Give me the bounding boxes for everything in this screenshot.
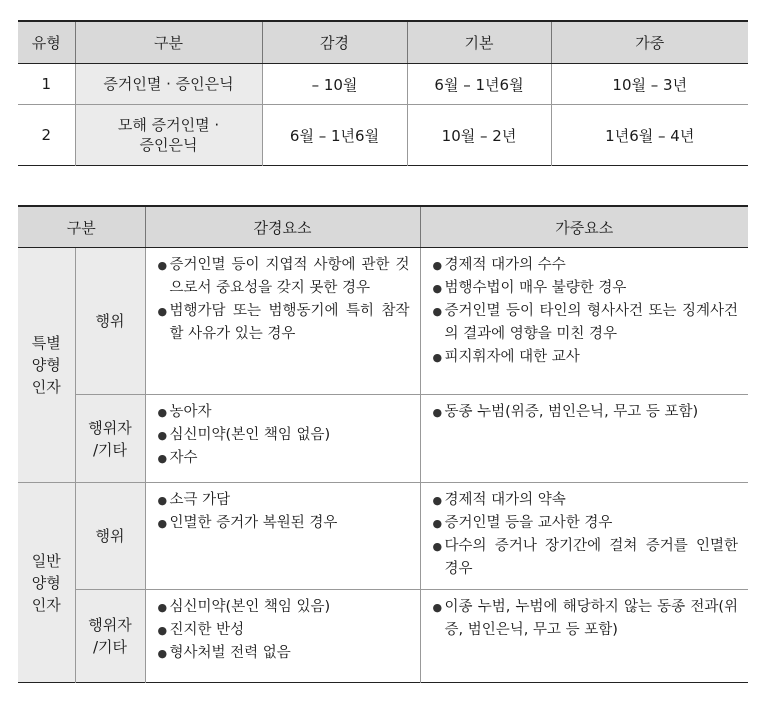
list-item-text: 심신미약(본인 책임 있음): [169, 599, 331, 615]
factor-subcategory-label-line: 행위: [95, 527, 125, 545]
list-item-text: 소극 가담: [169, 492, 231, 508]
bullet-icon: ●: [157, 647, 168, 660]
bullet-icon: ●: [432, 351, 443, 364]
sentencing-range-table: [18, 20, 748, 166]
type-cell: 2: [18, 105, 75, 166]
list-item-text: 자수: [169, 450, 198, 466]
table-row: [18, 64, 748, 105]
list-item-text: 범행가담 또는 범행동기에 특히 참작할 사유가 있는 경우: [169, 303, 410, 342]
mitigating-factor-list: [158, 489, 410, 535]
aggravating-factor-list: [433, 254, 739, 369]
factor-subcategory-label: [75, 483, 145, 590]
list-item-text: 동종 누범(위증, 범인은닉, 무고 등 포함): [444, 404, 699, 420]
bullet-icon: ●: [432, 540, 443, 553]
factor-subcategory-label-line: /기타: [92, 638, 128, 656]
aggravating-factors-cell: [420, 483, 748, 590]
header-type: 유형: [18, 21, 75, 64]
factor-subcategory-label: [75, 590, 145, 683]
bullet-icon: ●: [432, 406, 443, 419]
bullet-icon: ●: [157, 452, 168, 465]
reduced-cell: – 10월: [262, 64, 407, 105]
list-item-text: 증거인멸 등이 지엽적 사항에 관한 것으로서 중요성을 갖지 못한 경우: [169, 257, 410, 296]
list-item-text: 다수의 증거나 장기간에 걸쳐 증거를 인멸한 경우: [444, 538, 739, 577]
reduced-cell: 6월 – 1년6월: [262, 105, 407, 166]
header-reduced: 감경: [262, 21, 407, 64]
aggravating-factor-list: [433, 596, 739, 642]
list-item-text: 피지휘자에 대한 교사: [444, 349, 580, 365]
list-item: [158, 596, 410, 619]
aggravated-cell: 1년6월 – 4년: [551, 105, 748, 166]
list-item: [158, 424, 410, 447]
mitigating-factor-list: [158, 596, 410, 665]
bullet-icon: ●: [157, 406, 168, 419]
list-item-text: 증거인멸 등을 교사한 경우: [444, 515, 613, 531]
mitigating-factors-cell: [145, 248, 420, 395]
bullet-icon: ●: [157, 259, 168, 272]
header-aggravated: 가중: [551, 21, 748, 64]
factor-group-label: [18, 483, 75, 683]
factor-subcategory-label: [75, 248, 145, 395]
list-item: [158, 401, 410, 424]
category-line: 증인은닉: [139, 136, 198, 154]
factor-group-label-line: 인자: [31, 378, 61, 396]
bullet-icon: ●: [157, 429, 168, 442]
list-item: [158, 642, 410, 665]
factor-group-label: [18, 248, 75, 483]
category-line: 모해 증거인멸 ·: [117, 116, 220, 134]
table-row: [18, 105, 748, 166]
bullet-icon: ●: [157, 517, 168, 530]
factor-group-label-line: 양형: [31, 573, 61, 592]
list-item: [433, 512, 739, 535]
list-item-text: 이종 누범, 누범에 해당하지 않는 동종 전과(위증, 범인은닉, 무고 등 포함): [444, 599, 739, 638]
list-item: [433, 401, 739, 424]
factor-subcategory-label-line: 행위: [95, 312, 125, 330]
type-cell: 1: [18, 64, 75, 105]
list-item: [158, 512, 410, 535]
table-row: [18, 483, 748, 590]
list-item-text: 경제적 대가의 약속: [444, 492, 566, 508]
table-row: [18, 395, 748, 483]
list-item-text: 경제적 대가의 수수: [444, 257, 566, 273]
list-item-text: 범행수법이 매우 불량한 경우: [444, 280, 627, 296]
aggravating-factors-cell: [420, 395, 748, 483]
list-item-text: 심신미약(본인 책임 없음): [169, 427, 331, 443]
list-item: [433, 277, 739, 300]
factor-group-label-line: 특별: [31, 334, 61, 352]
bullet-icon: ●: [432, 517, 443, 530]
bullet-icon: ●: [157, 624, 168, 637]
list-item: [158, 619, 410, 642]
list-item-text: 형사처벌 전력 없음: [169, 645, 291, 661]
list-item-text: 진지한 반성: [169, 622, 245, 638]
header-category: 구분: [18, 206, 145, 248]
list-item: [433, 300, 739, 346]
list-item-text: 인멸한 증거가 복원된 경우: [169, 515, 338, 531]
list-item: [158, 300, 410, 346]
mitigating-factor-list: [158, 254, 410, 346]
mitigating-factor-list: [158, 401, 410, 470]
mitigating-factors-cell: [145, 483, 420, 590]
factor-group-label-line: 일반: [31, 551, 61, 570]
bullet-icon: ●: [432, 305, 443, 318]
category-cell: [75, 105, 262, 166]
factor-subcategory-label-line: /기타: [92, 440, 128, 459]
bullet-icon: ●: [432, 259, 443, 272]
aggravated-cell: 10월 – 3년: [551, 64, 748, 105]
bullet-icon: ●: [432, 494, 443, 507]
factor-subcategory-label-line: 행위자: [88, 418, 132, 437]
bullet-icon: ●: [432, 282, 443, 295]
bullet-icon: ●: [157, 494, 168, 507]
table-row: [18, 248, 748, 395]
aggravating-factor-list: [433, 489, 739, 581]
aggravating-factors-cell: [420, 590, 748, 683]
list-item: [158, 447, 410, 470]
factor-group-label-line: 인자: [31, 595, 61, 614]
bullet-icon: ●: [157, 305, 168, 318]
aggravating-factor-list: [433, 401, 739, 424]
category-cell: 증거인멸 · 증인은닉: [75, 64, 262, 105]
bullet-icon: ●: [157, 601, 168, 614]
factor-subcategory-label: [75, 395, 145, 483]
list-item: [433, 535, 739, 581]
basic-cell: 6월 – 1년6월: [407, 64, 551, 105]
list-item: [433, 254, 739, 277]
list-item-text: 증거인멸 등이 타인의 형사사건 또는 징계사건의 결과에 영향을 미친 경우: [444, 303, 739, 342]
header-category: 구분: [75, 21, 262, 64]
aggravating-factors-cell: [420, 248, 748, 395]
table-header-row: [18, 206, 748, 248]
basic-cell: 10월 – 2년: [407, 105, 551, 166]
header-aggravating: 가중요소: [420, 206, 748, 248]
factor-group-label-line: 양형: [31, 356, 61, 374]
list-item: [433, 489, 739, 512]
header-basic: 기본: [407, 21, 551, 64]
header-mitigating: 감경요소: [145, 206, 420, 248]
list-item: [158, 254, 410, 300]
sentencing-factors-table: [18, 205, 748, 683]
list-item-text: 농아자: [169, 404, 212, 420]
list-item: [433, 346, 739, 369]
list-item: [433, 596, 739, 642]
factor-subcategory-label-line: 행위자: [88, 616, 132, 634]
bullet-icon: ●: [432, 601, 443, 614]
mitigating-factors-cell: [145, 590, 420, 683]
table-header-row: [18, 21, 748, 64]
mitigating-factors-cell: [145, 395, 420, 483]
list-item: [158, 489, 410, 512]
table-row: [18, 590, 748, 683]
